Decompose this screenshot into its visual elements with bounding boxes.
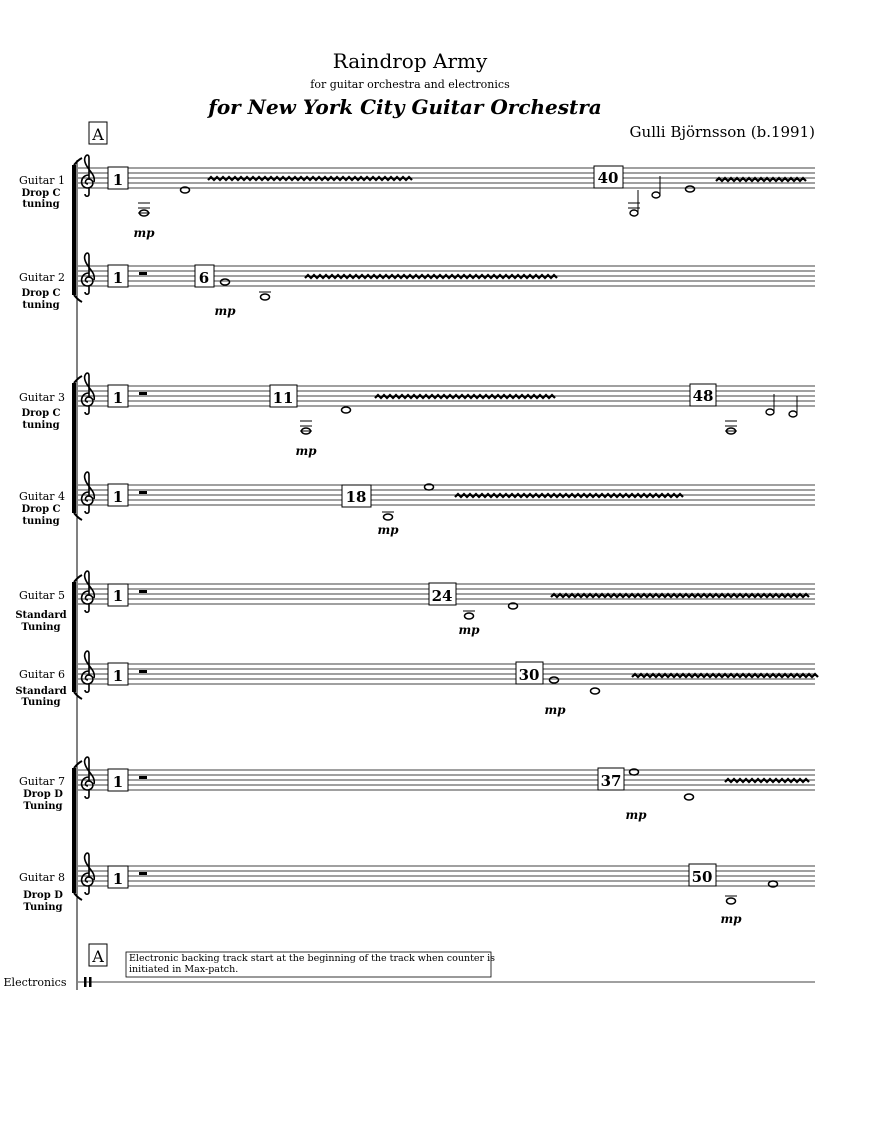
tuning-label: Tuning: [21, 622, 61, 633]
bar-number: 48: [692, 387, 714, 405]
tuning-label: tuning: [22, 300, 60, 311]
bar-number: 1: [112, 269, 124, 287]
bar-number: 1: [112, 773, 124, 791]
bracket-group-3: [74, 575, 82, 699]
trill-line: [208, 177, 412, 180]
tuning-label: Tuning: [23, 902, 63, 913]
trill-line: [716, 178, 806, 181]
staff-electronics: [4, 944, 815, 989]
bar-number: 1: [112, 389, 124, 407]
tuning-label: Drop D: [23, 789, 63, 800]
whole-note: [463, 611, 475, 619]
staff-guitar-4: [19, 472, 815, 537]
tuning-label: Drop C: [21, 408, 61, 419]
dynamic-marking: mp: [214, 304, 236, 318]
whole-rest: [139, 590, 147, 593]
whole-rest: [139, 776, 147, 779]
whole-rest: [139, 670, 147, 673]
treble-clef-icon: [82, 155, 95, 196]
whole-rest: [139, 872, 147, 875]
instrument-name: Electronics: [3, 976, 67, 989]
bar-number: 1: [112, 870, 124, 888]
whole-note: [685, 794, 694, 800]
treble-clef-icon: [82, 253, 95, 294]
tuning-label: Tuning: [23, 801, 63, 812]
bar-number: 1: [112, 667, 124, 685]
bar-number: 50: [691, 868, 713, 886]
whole-note: [221, 279, 230, 285]
percussion-clef-icon: [89, 977, 92, 987]
instrument-name: Guitar 4: [18, 490, 66, 503]
tuning-label: Tuning: [21, 697, 61, 708]
whole-rest: [139, 491, 147, 494]
dynamic-marking: mp: [295, 444, 317, 458]
trill-line: [632, 674, 818, 677]
instrument-name: Guitar 5: [18, 589, 66, 602]
trill-line: [375, 395, 555, 398]
whole-note: [138, 203, 150, 216]
bar-number: 40: [597, 169, 619, 187]
staff-guitar-6: [15, 651, 818, 717]
half-note: [766, 394, 774, 415]
staff-guitar-8: [19, 853, 815, 926]
rehearsal-mark-a: [89, 944, 107, 966]
trill-line: [305, 275, 557, 278]
treble-clef-icon: [82, 757, 95, 798]
treble-clef-icon: [82, 472, 95, 513]
instrument-name: Guitar 3: [18, 391, 66, 404]
rehearsal-mark-label: A: [92, 125, 104, 144]
dynamic-marking: mp: [625, 808, 647, 822]
instruction-text: initiated in Max-patch.: [129, 964, 239, 975]
half-note: [652, 176, 660, 198]
tuning-label: tuning: [22, 516, 60, 527]
staff-guitar-5: [15, 571, 815, 637]
treble-clef-icon: [82, 853, 95, 894]
percussion-clef-icon: [84, 977, 87, 987]
treble-clef-icon: [82, 651, 95, 692]
staff-guitar-1: [19, 155, 815, 240]
tuning-label: tuning: [22, 420, 60, 431]
staff-guitar-7: [19, 757, 815, 822]
instrument-name: Guitar 6: [18, 668, 66, 681]
instrument-name: Guitar 7: [18, 775, 66, 788]
bar-number: 24: [431, 587, 453, 605]
bar-number: 37: [600, 772, 622, 790]
whole-note: [591, 688, 600, 694]
treble-clef-icon: [82, 571, 95, 612]
instrument-name: Guitar 2: [18, 271, 66, 284]
composer: Gulli Björnsson (b.1991): [629, 123, 815, 141]
whole-rest: [139, 392, 147, 395]
staff-guitar-2: [19, 253, 815, 318]
dedication: for New York City Guitar Orchestra: [208, 95, 602, 119]
instrument-name: Guitar 8: [18, 871, 66, 884]
treble-clef-icon: [82, 373, 95, 414]
dynamic-marking: mp: [377, 523, 399, 537]
whole-note: [259, 292, 271, 300]
whole-rest: [139, 272, 147, 275]
dynamic-marking: mp: [544, 703, 566, 717]
whole-note: [725, 896, 737, 904]
tuning-label: Drop C: [21, 504, 61, 515]
dynamic-marking: mp: [458, 623, 480, 637]
tuning-label: tuning: [22, 199, 60, 210]
bar-number: 1: [112, 587, 124, 605]
rehearsal-mark-a: [89, 122, 107, 144]
whole-note: [342, 407, 351, 413]
trill-line: [455, 494, 683, 497]
dynamic-marking: mp: [720, 912, 742, 926]
tuning-label: Drop C: [21, 188, 61, 199]
half-note: [789, 396, 797, 417]
whole-note: [686, 186, 695, 192]
whole-note: [300, 421, 312, 434]
bar-number: 30: [518, 666, 540, 684]
bar-number: 6: [198, 269, 210, 287]
tuning-label: Standard: [15, 686, 67, 697]
staff-guitar-3: [19, 373, 815, 458]
dynamic-marking: mp: [133, 226, 155, 240]
piece-subtitle: for guitar orchestra and electronics: [310, 78, 510, 91]
bar-number: 18: [345, 488, 367, 506]
half-note: [628, 190, 640, 216]
rehearsal-mark-label: A: [92, 947, 104, 966]
bar-number: 1: [112, 488, 124, 506]
tuning-label: Drop D: [23, 890, 63, 901]
bar-number: 11: [272, 389, 294, 407]
trill-line: [725, 779, 809, 782]
instrument-name: Guitar 1: [18, 174, 66, 187]
trill-line: [551, 594, 809, 597]
tuning-label: Standard: [15, 610, 67, 621]
tuning-label: Drop C: [21, 288, 61, 299]
instruction-text: Electronic backing track start at the beginning of the track when counter is: [129, 953, 495, 964]
whole-note: [725, 421, 737, 434]
whole-note: [550, 677, 559, 683]
whole-note: [382, 512, 394, 520]
piece-title: Raindrop Army: [332, 49, 488, 73]
bar-number: 1: [112, 171, 124, 189]
bracket-group-4: [74, 761, 82, 900]
